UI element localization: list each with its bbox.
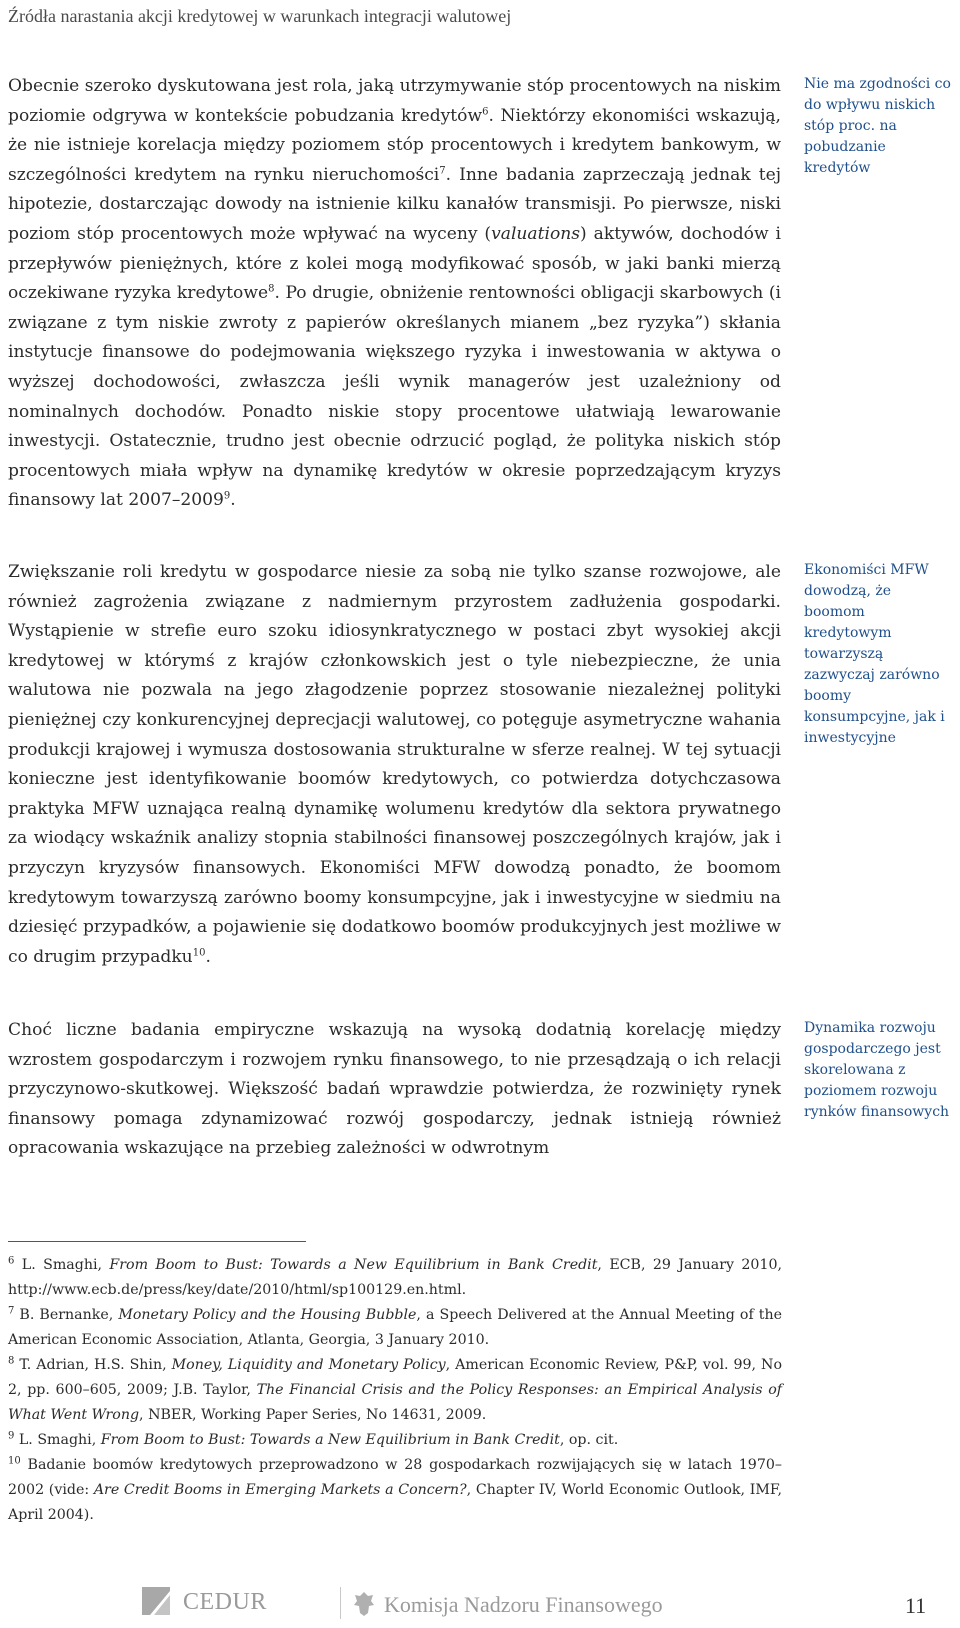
running-title: Źródła narastania akcji kredytowej w warunkach integracji walutowej: [8, 6, 512, 26]
page-number: 11: [905, 1593, 927, 1618]
cedur-logo-icon: [140, 1585, 172, 1617]
footnote-ref-9[interactable]: 9: [223, 490, 231, 502]
paragraph-text: Choć liczne badania empiryczne wskazują na wysoką dodatnią korelację między wzrostem gospodarczym i rozwojem rynku finansowego, to nie przesądzają o ich relacji przyczynowo-skutkowej. Większość badań wprawdzie potwierdza, że rozwinięty rynek finansowy pomaga zdynamizować rozwój gospodarczy, jednak istnieją również opracowania wskazujące na przebieg zależności w odwrotnym: [8, 1020, 781, 1159]
footnote-text: Badanie boomów kredytowych przeprowadzono w 28 gospodarkach rozwijających się w latach 1970–2002 (vide:: [8, 1457, 782, 1498]
margin-note-2: Ekonomiści MFW dowodzą, że boomom kredytowym towarzyszą zazwyczaj zarówno boomy konsumpcyjne, jak i inwestycyjne: [804, 562, 945, 746]
footnote-number: 10: [8, 1455, 21, 1467]
footnote-ref-10[interactable]: 10: [192, 947, 206, 959]
footnotes: [8, 1253, 782, 1528]
paragraph-text: . Niektórzy ekonomiści wskazują, że nie istnieje korelacja między poziomem stóp procentowych i kredytem bankowym, w szczególności kredytem na rynku nieruchomości: [8, 105, 781, 185]
paragraph-text: .: [230, 490, 236, 511]
footnote-text: B. Bernanke,: [14, 1307, 119, 1323]
footnote-title: The Financial Crisis and the Policy Responses: an Empirical Analysis of What Went Wrong: [8, 1382, 783, 1423]
footnote-title: From Boom to Bust: Towards a New Equilibrium in Bank Credit: [100, 1432, 560, 1448]
footnote-title: From Boom to Bust: Towards a New Equilibrium in Bank Credit: [109, 1257, 598, 1273]
paragraph-text: Zwiększanie roli kredytu w gospodarce niesie za sobą nie tylko szanse rozwojowe, ale również zagrożenia związane z nadmiernym przyrostem zadłużenia gospodarki. Wystąpienie w strefie euro szoku idiosynkratycznego w postaci zbyt wysokiej akcji kredytowej w którymś z krajów członkowskich jest o tyle niebezpieczne, że unia walutowa nie pozwala na jego złagodzenie poprzez stosowanie niezależnej polityki pieniężnej czy konkurencyjnej deprecjacji walutowej, co potęguje asymetryczne wahania produkcji krajowej i wymusza dostosowania strukturalne w sferze realnej. W tej sytuacji konieczne jest identyfikowanie boomów kredytowych, co potwierdza dotychczasowa praktyka MFW uznająca realną dynamikę wolumenu kredytów dla sektora prywatnego za wiodący wskaźnik analizy stopnia stabilności finansowej poszczególnych krajów, jak i przyczyn kryzysów finansowych. Ekonomiści MFW dowodzą ponadto, że boomom kredytowym towarzyszą zarówno boomy konsumpcyjne, jak i inwestycyjne w siedmiu na dziesięć przypadków, a pojawienie się dodatkowo boomów produkcyjnych jest możliwe w co drugim przypadku: [8, 562, 781, 967]
footnote-number: 6: [8, 1255, 15, 1267]
knf-wordmark: Komisja Nadzoru Finansowego: [384, 1592, 663, 1617]
footnote-text: , ECB, 29 January 2010, http://www.ecb.de/press/key/date/2010/html/sp100129.en.html.: [8, 1257, 783, 1298]
cedur-wordmark: CEDUR: [183, 1589, 267, 1615]
paragraph-text: Obecnie szeroko dyskutowana jest rola, jaką utrzymywanie stóp procentowych na niskim poziomie odgrywa w kontekście pobudzania kredytów: [8, 76, 781, 126]
footnote-ref-7[interactable]: 7: [439, 165, 446, 177]
footnote-text: , American Economic Review, P&P, vol. 99, No 2, pp. 600–605, 2009; J.B. Taylor,: [8, 1357, 783, 1398]
footnote-number: 8: [8, 1355, 15, 1367]
footnote-number: 9: [8, 1430, 15, 1442]
paragraph-text: .: [205, 946, 211, 967]
paragraph-text: . Po drugie, obniżenie rentowności obligacji skarbowych (i związane z tym niskie zwroty z papierów określanych mianem „bez ryzyka”) skłania instytucje finansowe do podejmowania większego ryzyka i inwestowania w aktywa o wyższej dochodowości, zwłaszcza jeśli wynik managerów jest uzależniony od nominalnych dochodów. Ponadto niskie stopy procentowe ułatwiają lewarowanie inwestycji. Ostatecznie, trudno jest obecnie odrzucić pogląd, że polityka niskich stóp procentowych miała wpływ na dynamikę kredytów w okresie poprzedzającym kryzys finansowy lat 2007–2009: [8, 283, 781, 511]
footnote-text: L. Smaghi,: [14, 1432, 101, 1448]
page-footer: [0, 1585, 960, 1625]
body-paragraph-1: [8, 72, 781, 516]
footnote-title: Money, Liquidity and Monetary Policy: [171, 1357, 446, 1373]
footnote-9: [8, 1428, 782, 1453]
footnote-6: [8, 1253, 782, 1303]
knf-eagle-icon: [353, 1591, 375, 1617]
footnote-ref-8[interactable]: 8: [268, 283, 275, 295]
footnote-text: , a Speech Delivered at the Annual Meeting of the American Economic Association, Atlanta, Georgia, 3 January 2010.: [8, 1307, 782, 1348]
paragraph-italic-term: valuations: [491, 223, 581, 244]
footnote-10: [8, 1453, 782, 1528]
paragraph-text: ) aktywów, dochodów i przepływów pieniężnych, które z kolei mogą modyfikować sposób, w jaki banki mierzą oczekiwane ryzyka kredytowe: [8, 223, 781, 304]
footer-divider: [340, 1587, 341, 1619]
footnote-text: , NBER, Working Paper Series, No 14631, 2009.: [139, 1407, 487, 1423]
footnote-text: L. Smaghi,: [14, 1257, 110, 1273]
footnote-title: Are Credit Booms in Emerging Markets a Concern?: [93, 1482, 467, 1498]
body-paragraph-2: [8, 558, 781, 972]
footnote-8: [8, 1353, 782, 1428]
margin-note-3: Dynamika rozwoju gospodarczego jest skorelowana z poziomem rozwoju rynków finansowych: [804, 1020, 950, 1120]
footnote-title: Monetary Policy and the Housing Bubble: [118, 1307, 417, 1323]
paragraph-text: . Inne badania zaprzeczają jednak tej hipotezie, dostarczając dowody na istnienie kilku kanałów transmisji. Po pierwsze, niski poziom stóp procentowych może wpływać na wyceny (: [8, 164, 781, 244]
footnote-separator: [8, 1241, 306, 1242]
footnote-text: T. Adrian, H.S. Shin,: [14, 1357, 172, 1373]
body-paragraph-3: [8, 1016, 781, 1164]
margin-note-1: Nie ma zgodności co do wpływu niskich stóp proc. na pobudzanie kredytów: [804, 76, 951, 176]
footnote-7: [8, 1303, 782, 1353]
footnote-number: 7: [8, 1305, 15, 1317]
footnote-text: , op. cit.: [559, 1432, 619, 1448]
footnote-text: , Chapter IV, World Economic Outlook, IMF, April 2004).: [8, 1482, 782, 1523]
footnote-ref-6[interactable]: 6: [482, 105, 489, 117]
